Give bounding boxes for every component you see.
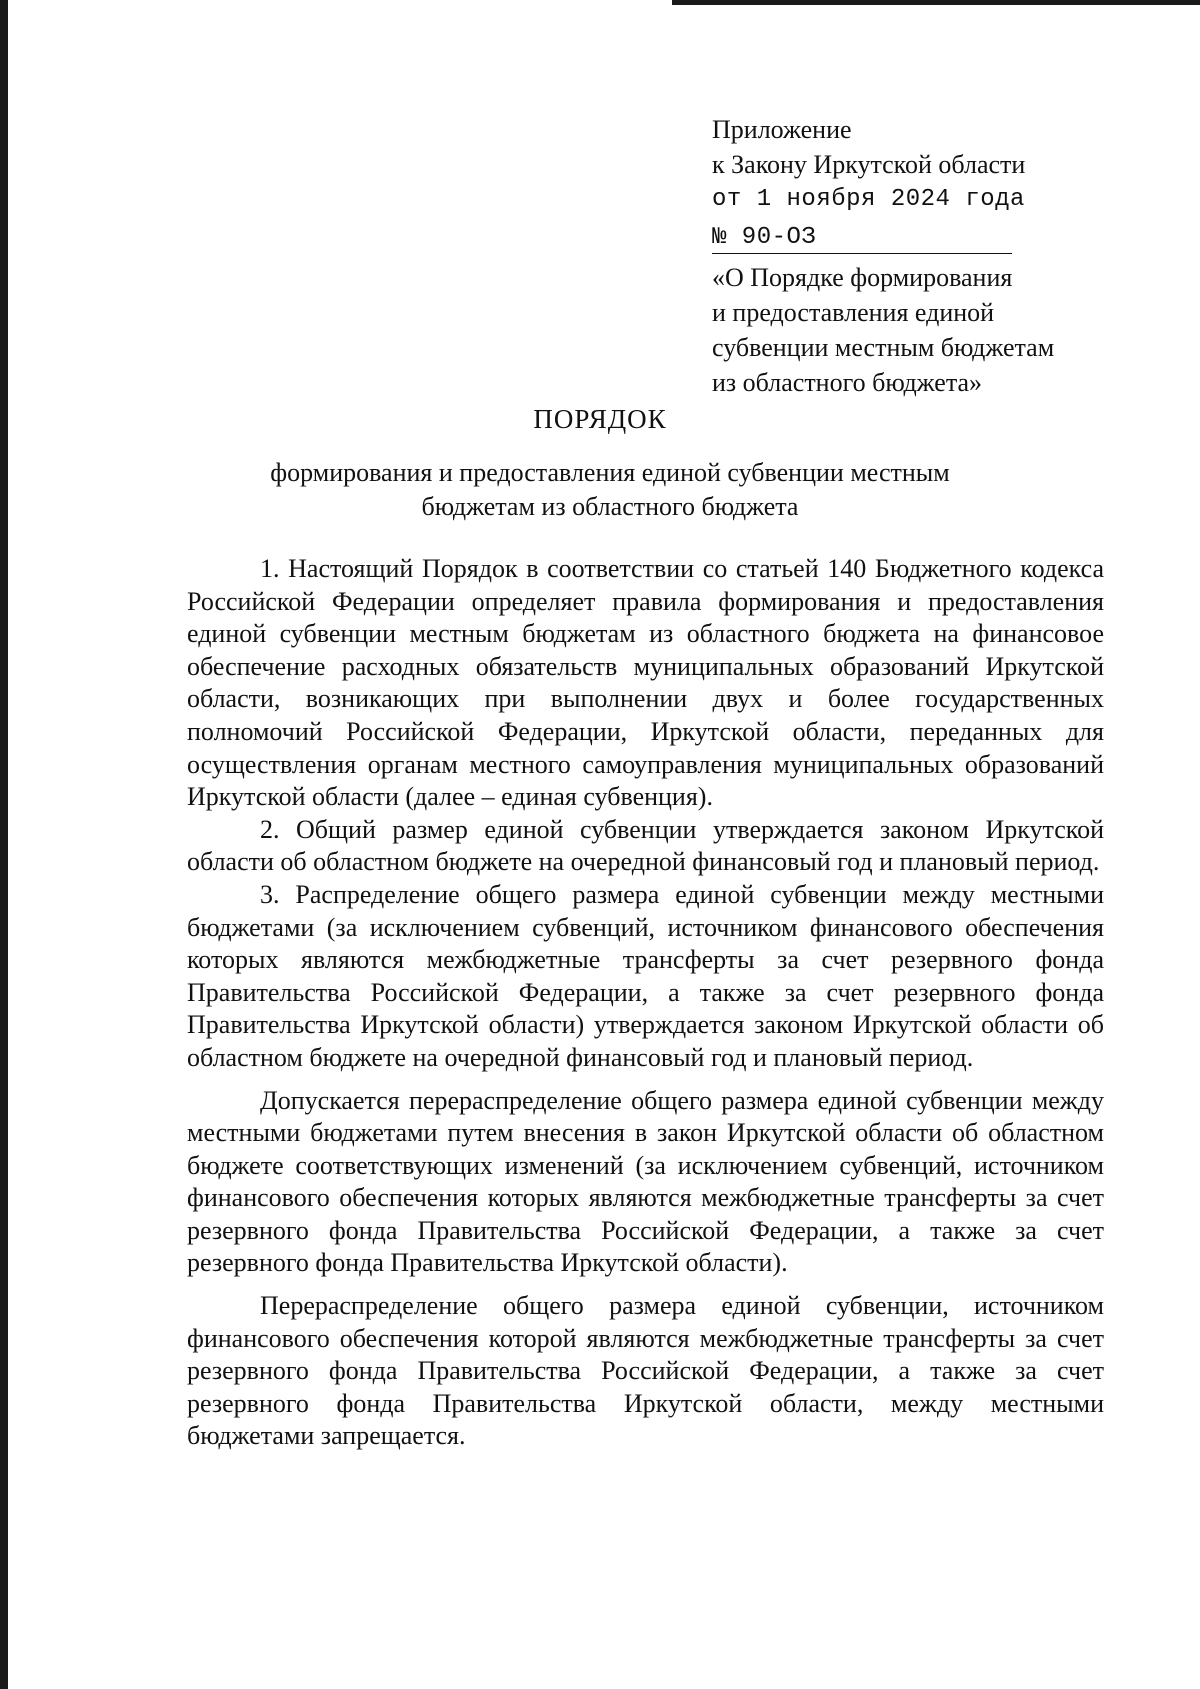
document-body <box>187 553 1104 1453</box>
appendix-number: № 90-ОЗ <box>712 223 1012 254</box>
document-subtitle-line-1: формирования и предоставления единой субвенции местным <box>270 458 950 487</box>
appendix-law-title-line-1: «О Порядке формирования <box>712 263 1013 292</box>
document-subtitle <box>250 456 970 524</box>
appendix-law-reference: к Закону Иркутской области <box>712 150 1026 179</box>
appendix-law-title-line-3: субвенции местным бюджетам <box>712 333 1055 362</box>
paragraph-1: 1. Настоящий Порядок в соответствии со статьей 140 Бюджетного кодекса Российской Федерации определяет правила формирования и предоставления единой субвенции местным бюджетам из областного бюджета на финансовое обеспечение расходных обязательств муниципальных образований Иркутской области, возникающих при выполнении двух и более государственных полномочий Российской Федерации, Иркутской области, переданных для осуществления органам местного самоуправления муниципальных образований Иркутской области (далее – единая субвенция). <box>187 554 1104 812</box>
paragraph-3: 3. Распределение общего размера единой субвенции между местными бюджетами (за исключением субвенций, источником финансового обеспечения которых являются межбюджетные трансферты за счет резервного фонда Правительства Российской Федерации, а также за счет резервного фонда Правительства Иркутской области) утверждается законом Иркутской области об областном бюджете на очередной финансовый год и плановый период. <box>187 879 1104 1072</box>
document-subtitle-line-2: бюджетам из областного бюджета <box>421 492 799 521</box>
scan-edge-left <box>0 0 8 1689</box>
document-title: ПОРЯДОК <box>533 404 667 434</box>
scan-edge-top <box>672 0 1200 5</box>
appendix-law-title-line-4: из областного бюджета» <box>712 368 983 397</box>
appendix-label: Приложение <box>712 115 852 144</box>
appendix-header <box>712 112 1152 400</box>
paragraph-4: Допускается перераспределение общего размера единой субвенции между местными бюджетами путем внесения в закон Иркутской области об областном бюджете соответствующих изменений (за исключением субвенций, источником финансового обеспечения которых являются межбюджетные трансферты за счет резервного фонда Правительства Российской Федерации, а также за счет резервного фонда Правительства Иркутской области). <box>187 1085 1104 1278</box>
paragraph-2: 2. Общий размер единой субвенции утверждается законом Иркутской области об областном бюджете на очередной финансовый год и плановый период. <box>187 814 1104 877</box>
paragraph-5: Перераспределение общего размера единой субвенции, источником финансового обеспечения которой являются межбюджетные трансферты за счет резервного фонда Правительства Российской Федерации, а также за счет резервного фонда Правительства Иркутской области, между местными бюджетами запрещается. <box>187 1291 1104 1451</box>
appendix-date: от 1 ноября 2024 года <box>712 186 1025 213</box>
appendix-law-title-line-2: и предоставления единой <box>712 298 995 327</box>
